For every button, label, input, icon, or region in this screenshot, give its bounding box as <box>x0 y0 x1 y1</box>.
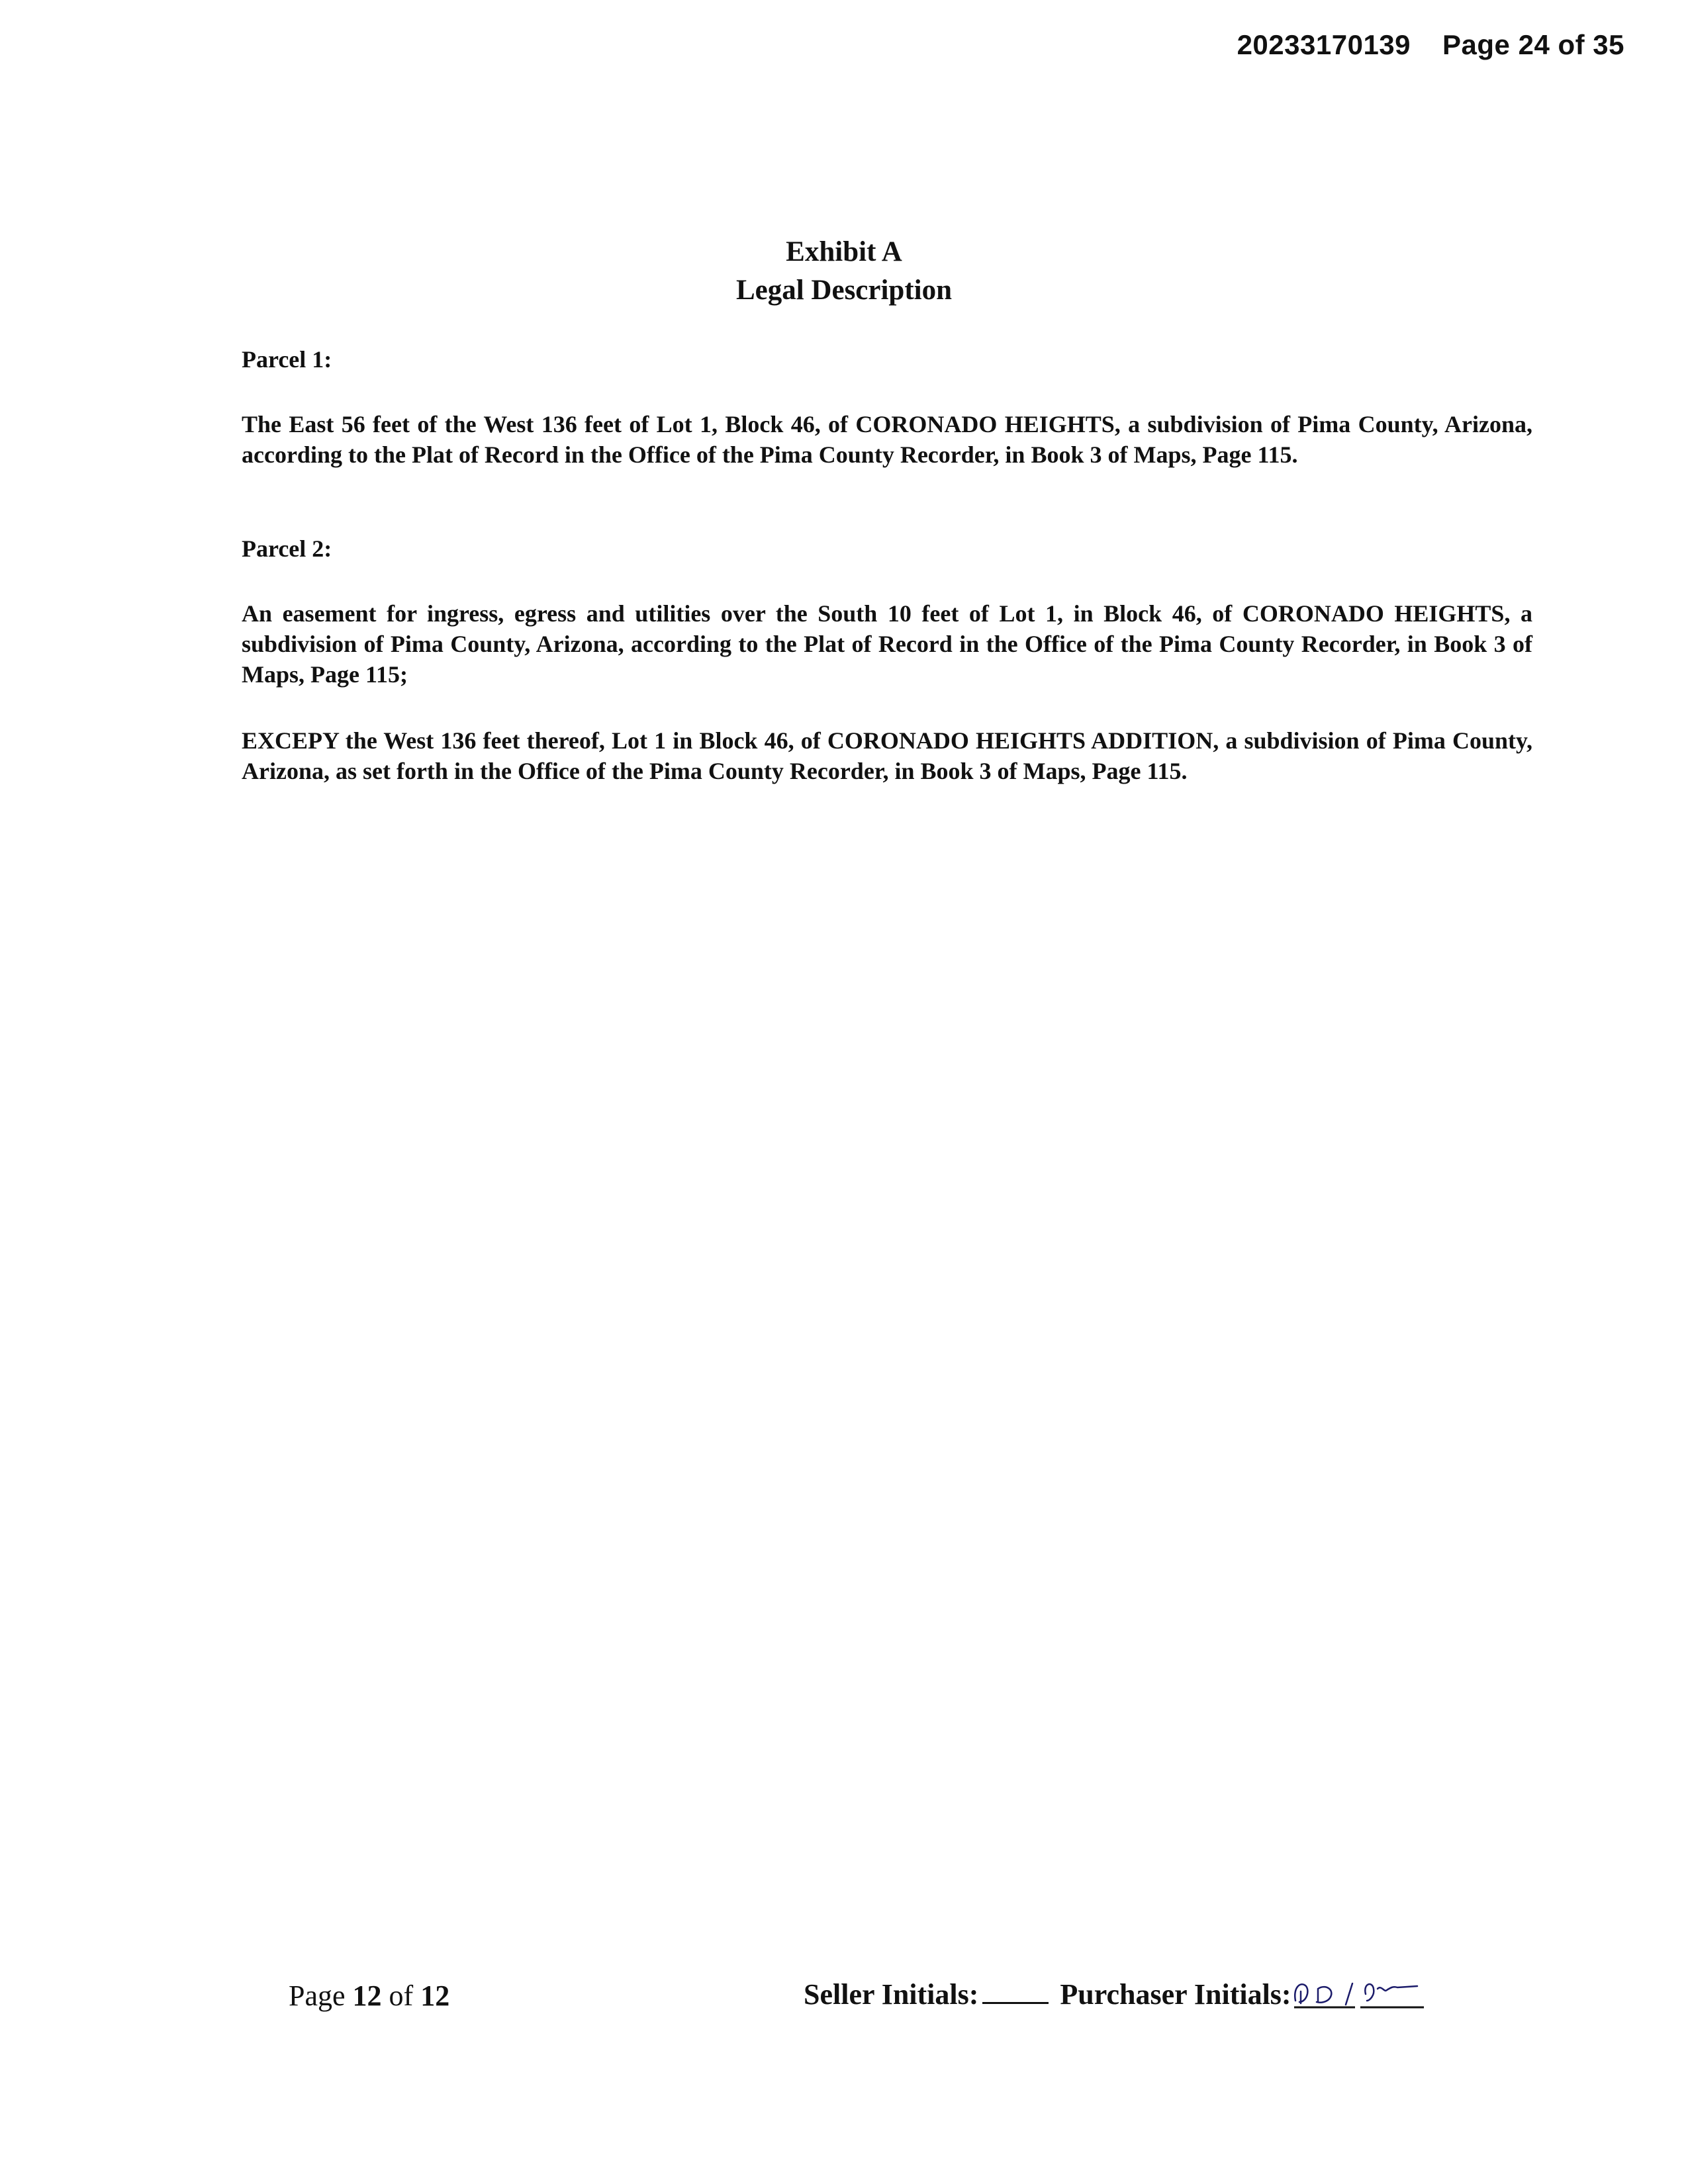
parcel-1-description: The East 56 feet of the West 136 feet of Lot 1, Block 46, of CORONADO HEIGHTS, a subdivision of Pima County, Arizona, according to the Plat of Record in the Office of the Pima County Recorder, in Book 3 of Maps, Page 115. <box>242 411 1532 468</box>
page-total: 12 <box>420 1979 450 2012</box>
handwritten-initials-icon <box>1291 1974 1444 2014</box>
exhibit-heading <box>0 233 1688 310</box>
seller-initials-label: Seller Initials: <box>804 1978 979 2011</box>
parcel-2-heading: Parcel 2: <box>242 535 332 562</box>
exhibit-title: Exhibit A <box>786 236 902 267</box>
purchaser-initials-label: Purchaser Initials: <box>1060 1978 1291 2011</box>
footer-page-number: Page 12 of 12 <box>289 1979 450 2012</box>
purchaser-initials-signature <box>1291 1978 1444 2011</box>
exhibit-subtitle: Legal Description <box>735 275 953 306</box>
initials-block <box>804 1978 1444 2011</box>
recording-page-label: Page 24 of 35 <box>1442 29 1624 60</box>
seller-initials-blank <box>982 1999 1049 2004</box>
parcel-2-exception: EXCEPY the West 136 feet thereof, Lot 1 in Block 46, of CORONADO HEIGHTS ADDITION, a subdivision of Pima County, Arizona, as set forth in the Office of the Pima County Recorder, in Book 3 of Maps, Page 115. <box>242 727 1532 784</box>
page-current: 12 <box>352 1979 382 2012</box>
parcel-1-heading: Parcel 1: <box>242 346 332 373</box>
document-number: 20233170139 <box>1237 29 1411 60</box>
recording-header <box>1237 29 1624 61</box>
parcel-2-easement: An easement for ingress, egress and utilities over the South 10 feet of Lot 1, in Block 46, of CORONADO HEIGHTS, a subdivision of Pima County, Arizona, according to the Plat of Record in the Office of the Pima County Recorder, in Book 3 of Maps, Page 115; <box>242 600 1532 688</box>
